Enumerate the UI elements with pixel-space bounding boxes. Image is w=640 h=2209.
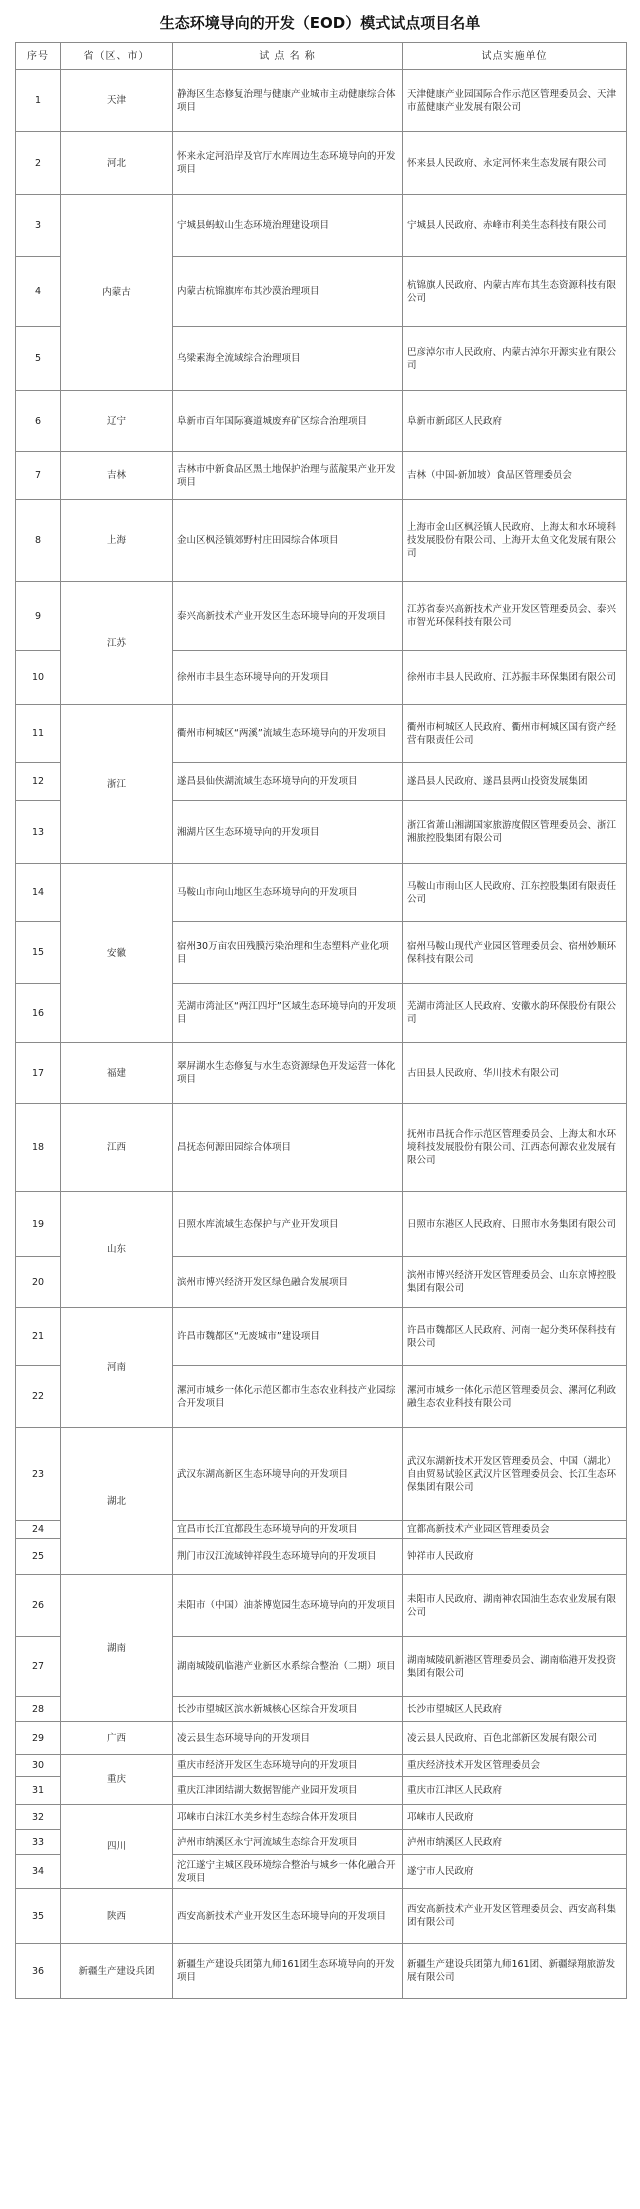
- implementing-unit-cell: 耒阳市人民政府、湖南神农国油生态农业发展有限公司: [403, 1575, 627, 1637]
- serial-number-cell: 17: [16, 1043, 61, 1104]
- implementing-unit-cell: 重庆经济技术开发区管理委员会: [403, 1755, 627, 1777]
- province-cell: 陕西: [61, 1889, 173, 1944]
- province-cell: 重庆: [61, 1755, 173, 1805]
- implementing-unit-cell: 徐州市丰县人民政府、江苏振丰环保集团有限公司: [403, 651, 627, 705]
- serial-number-cell: 33: [16, 1830, 61, 1855]
- implementing-unit-cell: 西安高新技术产业开发区管理委员会、西安高科集团有限公司: [403, 1889, 627, 1944]
- implementing-unit-cell: 邛崃市人民政府: [403, 1805, 627, 1830]
- implementing-unit-cell: 遂宁市人民政府: [403, 1855, 627, 1889]
- province-cell: 内蒙古: [61, 195, 173, 391]
- table-row: [16, 1192, 627, 1257]
- table-row: [16, 391, 627, 452]
- header-implementing-unit: 试点实施单位: [403, 43, 627, 70]
- serial-number-cell: 36: [16, 1944, 61, 1999]
- project-name-cell: 湘湖片区生态环境导向的开发项目: [173, 801, 403, 864]
- serial-number-cell: 20: [16, 1257, 61, 1308]
- serial-number-cell: 8: [16, 500, 61, 582]
- serial-number-cell: 16: [16, 984, 61, 1043]
- table-row: [16, 1755, 627, 1777]
- implementing-unit-cell: 日照市东港区人民政府、日照市水务集团有限公司: [403, 1192, 627, 1257]
- project-name-cell: 重庆市经济开发区生态环境导向的开发项目: [173, 1755, 403, 1777]
- header-province: 省（区、市）: [61, 43, 173, 70]
- table-row: [16, 1308, 627, 1366]
- province-cell: 辽宁: [61, 391, 173, 452]
- table-row: [16, 452, 627, 500]
- table-row: [16, 1805, 627, 1830]
- serial-number-cell: 24: [16, 1521, 61, 1539]
- serial-number-cell: 25: [16, 1539, 61, 1575]
- serial-number-cell: 30: [16, 1755, 61, 1777]
- province-cell: 江苏: [61, 582, 173, 705]
- province-cell: 广西: [61, 1722, 173, 1755]
- province-cell: 湖南: [61, 1575, 173, 1722]
- province-cell: 河北: [61, 132, 173, 195]
- project-name-cell: 昌抚态何源田园综合体项目: [173, 1104, 403, 1192]
- serial-number-cell: 2: [16, 132, 61, 195]
- header-serial-number: 序号: [16, 43, 61, 70]
- serial-number-cell: 28: [16, 1697, 61, 1722]
- implementing-unit-cell: 吉林（中国-新加坡）食品区管理委员会: [403, 452, 627, 500]
- implementing-unit-cell: 江苏省泰兴高新技术产业开发区管理委员会、泰兴市智光环保科技有限公司: [403, 582, 627, 651]
- serial-number-cell: 35: [16, 1889, 61, 1944]
- implementing-unit-cell: 上海市金山区枫泾镇人民政府、上海太和水环境科技发展股份有限公司、上海开太鱼文化发展有限公司: [403, 500, 627, 582]
- table-row: [16, 1428, 627, 1521]
- implementing-unit-cell: 长沙市望城区人民政府: [403, 1697, 627, 1722]
- implementing-unit-cell: 杭锦旗人民政府、内蒙古库布其生态资源科技有限公司: [403, 257, 627, 327]
- implementing-unit-cell: 天津健康产业园国际合作示范区管理委员会、天津市蓝健康产业发展有限公司: [403, 70, 627, 132]
- province-cell: 山东: [61, 1192, 173, 1308]
- implementing-unit-cell: 重庆市江津区人民政府: [403, 1777, 627, 1805]
- serial-number-cell: 3: [16, 195, 61, 257]
- project-name-cell: 凌云县生态环境导向的开发项目: [173, 1722, 403, 1755]
- project-name-cell: 湖南城陵矶临港产业新区水系综合整治（二期）项目: [173, 1637, 403, 1697]
- implementing-unit-cell: 宁城县人民政府、赤峰市利美生态科技有限公司: [403, 195, 627, 257]
- table-row: [16, 132, 627, 195]
- project-name-cell: 新疆生产建设兵团第九师161团生态环境导向的开发项目: [173, 1944, 403, 1999]
- table-row: [16, 1889, 627, 1944]
- province-cell: 天津: [61, 70, 173, 132]
- province-cell: 安徽: [61, 864, 173, 1043]
- serial-number-cell: 34: [16, 1855, 61, 1889]
- project-name-cell: 长沙市望城区滨水新城核心区综合开发项目: [173, 1697, 403, 1722]
- implementing-unit-cell: 阜新市新邱区人民政府: [403, 391, 627, 452]
- project-name-cell: 金山区枫泾镇郊野村庄田园综合体项目: [173, 500, 403, 582]
- implementing-unit-cell: 新疆生产建设兵团第九师161团、新疆绿翔旅游发展有限公司: [403, 1944, 627, 1999]
- serial-number-cell: 26: [16, 1575, 61, 1637]
- province-cell: 湖北: [61, 1428, 173, 1575]
- table-row: [16, 1722, 627, 1755]
- table-row: [16, 500, 627, 582]
- serial-number-cell: 19: [16, 1192, 61, 1257]
- document-title: 生态环境导向的开发（EOD）模式试点项目名单: [159, 14, 481, 32]
- project-name-cell: 西安高新技术产业开发区生态环境导向的开发项目: [173, 1889, 403, 1944]
- serial-number-cell: 12: [16, 763, 61, 801]
- implementing-unit-cell: 滨州市博兴经济开发区管理委员会、山东京博控股集团有限公司: [403, 1257, 627, 1308]
- table-row: [16, 1575, 627, 1637]
- province-cell: 吉林: [61, 452, 173, 500]
- province-cell: 福建: [61, 1043, 173, 1104]
- serial-number-cell: 10: [16, 651, 61, 705]
- serial-number-cell: 22: [16, 1366, 61, 1428]
- table-row: [16, 195, 627, 257]
- project-name-cell: 怀来永定河沿岸及官厅水库周边生态环境导向的开发项目: [173, 132, 403, 195]
- project-name-cell: 泸州市纳溪区永宁河流域生态综合开发项目: [173, 1830, 403, 1855]
- implementing-unit-cell: 遂昌县人民政府、遂昌县两山投资发展集团: [403, 763, 627, 801]
- project-name-cell: 吉林市中新食品区黑土地保护治理与蓝靛果产业开发项目: [173, 452, 403, 500]
- project-name-cell: 重庆江津团结湖大数据智能产业园开发项目: [173, 1777, 403, 1805]
- serial-number-cell: 29: [16, 1722, 61, 1755]
- project-name-cell: 耒阳市（中国）油茶博览园生态环境导向的开发项目: [173, 1575, 403, 1637]
- serial-number-cell: 4: [16, 257, 61, 327]
- province-cell: 上海: [61, 500, 173, 582]
- province-cell: 浙江: [61, 705, 173, 864]
- project-name-cell: 许昌市魏都区“无废城市”建设项目: [173, 1308, 403, 1366]
- project-name-cell: 武汉东湖高新区生态环境导向的开发项目: [173, 1428, 403, 1521]
- serial-number-cell: 21: [16, 1308, 61, 1366]
- implementing-unit-cell: 漯河市城乡一体化示范区管理委员会、漯河亿利政融生态农业科技有限公司: [403, 1366, 627, 1428]
- project-name-cell: 徐州市丰县生态环境导向的开发项目: [173, 651, 403, 705]
- implementing-unit-cell: 古田县人民政府、华川技术有限公司: [403, 1043, 627, 1104]
- implementing-unit-cell: 巴彦淖尔市人民政府、内蒙古淖尔开源实业有限公司: [403, 327, 627, 391]
- table-header-row: [16, 43, 627, 70]
- pilot-project-table: [15, 42, 627, 1999]
- serial-number-cell: 11: [16, 705, 61, 763]
- table-row: [16, 582, 627, 651]
- project-name-cell: 邛崃市白沫江水美乡村生态综合体开发项目: [173, 1805, 403, 1830]
- province-cell: 江西: [61, 1104, 173, 1192]
- project-name-cell: 漯河市城乡一体化示范区都市生态农业科技产业园综合开发项目: [173, 1366, 403, 1428]
- implementing-unit-cell: 许昌市魏都区人民政府、河南一起分类环保科技有限公司: [403, 1308, 627, 1366]
- serial-number-cell: 9: [16, 582, 61, 651]
- table-row: [16, 1944, 627, 1999]
- serial-number-cell: 27: [16, 1637, 61, 1697]
- province-cell: 河南: [61, 1308, 173, 1428]
- project-name-cell: 衢州市柯城区“两溪”流域生态环境导向的开发项目: [173, 705, 403, 763]
- implementing-unit-cell: 浙江省萧山湘湖国家旅游度假区管理委员会、浙江湘旅控股集团有限公司: [403, 801, 627, 864]
- serial-number-cell: 5: [16, 327, 61, 391]
- table-row: [16, 705, 627, 763]
- project-name-cell: 泰兴高新技术产业开发区生态环境导向的开发项目: [173, 582, 403, 651]
- serial-number-cell: 1: [16, 70, 61, 132]
- table-body: [16, 70, 627, 1999]
- serial-number-cell: 32: [16, 1805, 61, 1830]
- project-name-cell: 芜湖市湾沚区“两江四圩”区域生态环境导向的开发项目: [173, 984, 403, 1043]
- project-name-cell: 宿州30万亩农田残膜污染治理和生态塑料产业化项目: [173, 922, 403, 984]
- project-name-cell: 滨州市博兴经济开发区绿色融合发展项目: [173, 1257, 403, 1308]
- implementing-unit-cell: 泸州市纳溪区人民政府: [403, 1830, 627, 1855]
- serial-number-cell: 23: [16, 1428, 61, 1521]
- project-name-cell: 翠屏湖水生态修复与水生态资源绿色开发运营一体化项目: [173, 1043, 403, 1104]
- project-name-cell: 宜昌市长江宜都段生态环境导向的开发项目: [173, 1521, 403, 1539]
- project-name-cell: 阜新市百年国际赛道城废弃矿区综合治理项目: [173, 391, 403, 452]
- implementing-unit-cell: 湖南城陵矶新港区管理委员会、湖南临港开发投资集团有限公司: [403, 1637, 627, 1697]
- project-name-cell: 内蒙古杭锦旗库布其沙漠治理项目: [173, 257, 403, 327]
- province-cell: 新疆生产建设兵团: [61, 1944, 173, 1999]
- table-row: [16, 70, 627, 132]
- header-project-name: 试 点 名 称: [173, 43, 403, 70]
- implementing-unit-cell: 宜都高新技术产业园区管理委员会: [403, 1521, 627, 1539]
- project-name-cell: 日照水库流域生态保护与产业开发项目: [173, 1192, 403, 1257]
- project-name-cell: 静海区生态修复治理与健康产业城市主动健康综合体项目: [173, 70, 403, 132]
- serial-number-cell: 31: [16, 1777, 61, 1805]
- serial-number-cell: 15: [16, 922, 61, 984]
- implementing-unit-cell: 钟祥市人民政府: [403, 1539, 627, 1575]
- project-name-cell: 马鞍山市向山地区生态环境导向的开发项目: [173, 864, 403, 922]
- serial-number-cell: 7: [16, 452, 61, 500]
- table-row: [16, 864, 627, 922]
- implementing-unit-cell: 芜湖市湾沚区人民政府、安徽水韵环保股份有限公司: [403, 984, 627, 1043]
- table-row: [16, 1104, 627, 1192]
- implementing-unit-cell: 宿州马鞍山现代产业园区管理委员会、宿州妙顺环保科技有限公司: [403, 922, 627, 984]
- project-name-cell: 乌梁素海全流域综合治理项目: [173, 327, 403, 391]
- table-row: [16, 1043, 627, 1104]
- province-cell: 四川: [61, 1805, 173, 1889]
- implementing-unit-cell: 马鞍山市雨山区人民政府、江东控股集团有限责任公司: [403, 864, 627, 922]
- implementing-unit-cell: 衢州市柯城区人民政府、衢州市柯城区国有资产经营有限责任公司: [403, 705, 627, 763]
- implementing-unit-cell: 抚州市昌抚合作示范区管理委员会、上海太和水环境科技发展股份有限公司、江西态何源农业发展有限公司: [403, 1104, 627, 1192]
- project-name-cell: 沱江遂宁主城区段环境综合整治与城乡一体化融合开发项目: [173, 1855, 403, 1889]
- project-name-cell: 遂昌县仙侠湖流域生态环境导向的开发项目: [173, 763, 403, 801]
- implementing-unit-cell: 怀来县人民政府、永定河怀来生态发展有限公司: [403, 132, 627, 195]
- serial-number-cell: 18: [16, 1104, 61, 1192]
- implementing-unit-cell: 武汉东湖新技术开发区管理委员会、中国（湖北）自由贸易试验区武汉片区管理委员会、长江生态环保集团有限公司: [403, 1428, 627, 1521]
- serial-number-cell: 6: [16, 391, 61, 452]
- serial-number-cell: 13: [16, 801, 61, 864]
- project-name-cell: 荆门市汉江流域钟祥段生态环境导向的开发项目: [173, 1539, 403, 1575]
- implementing-unit-cell: 凌云县人民政府、百色北部新区发展有限公司: [403, 1722, 627, 1755]
- serial-number-cell: 14: [16, 864, 61, 922]
- project-name-cell: 宁城县蚂蚁山生态环境治理建设项目: [173, 195, 403, 257]
